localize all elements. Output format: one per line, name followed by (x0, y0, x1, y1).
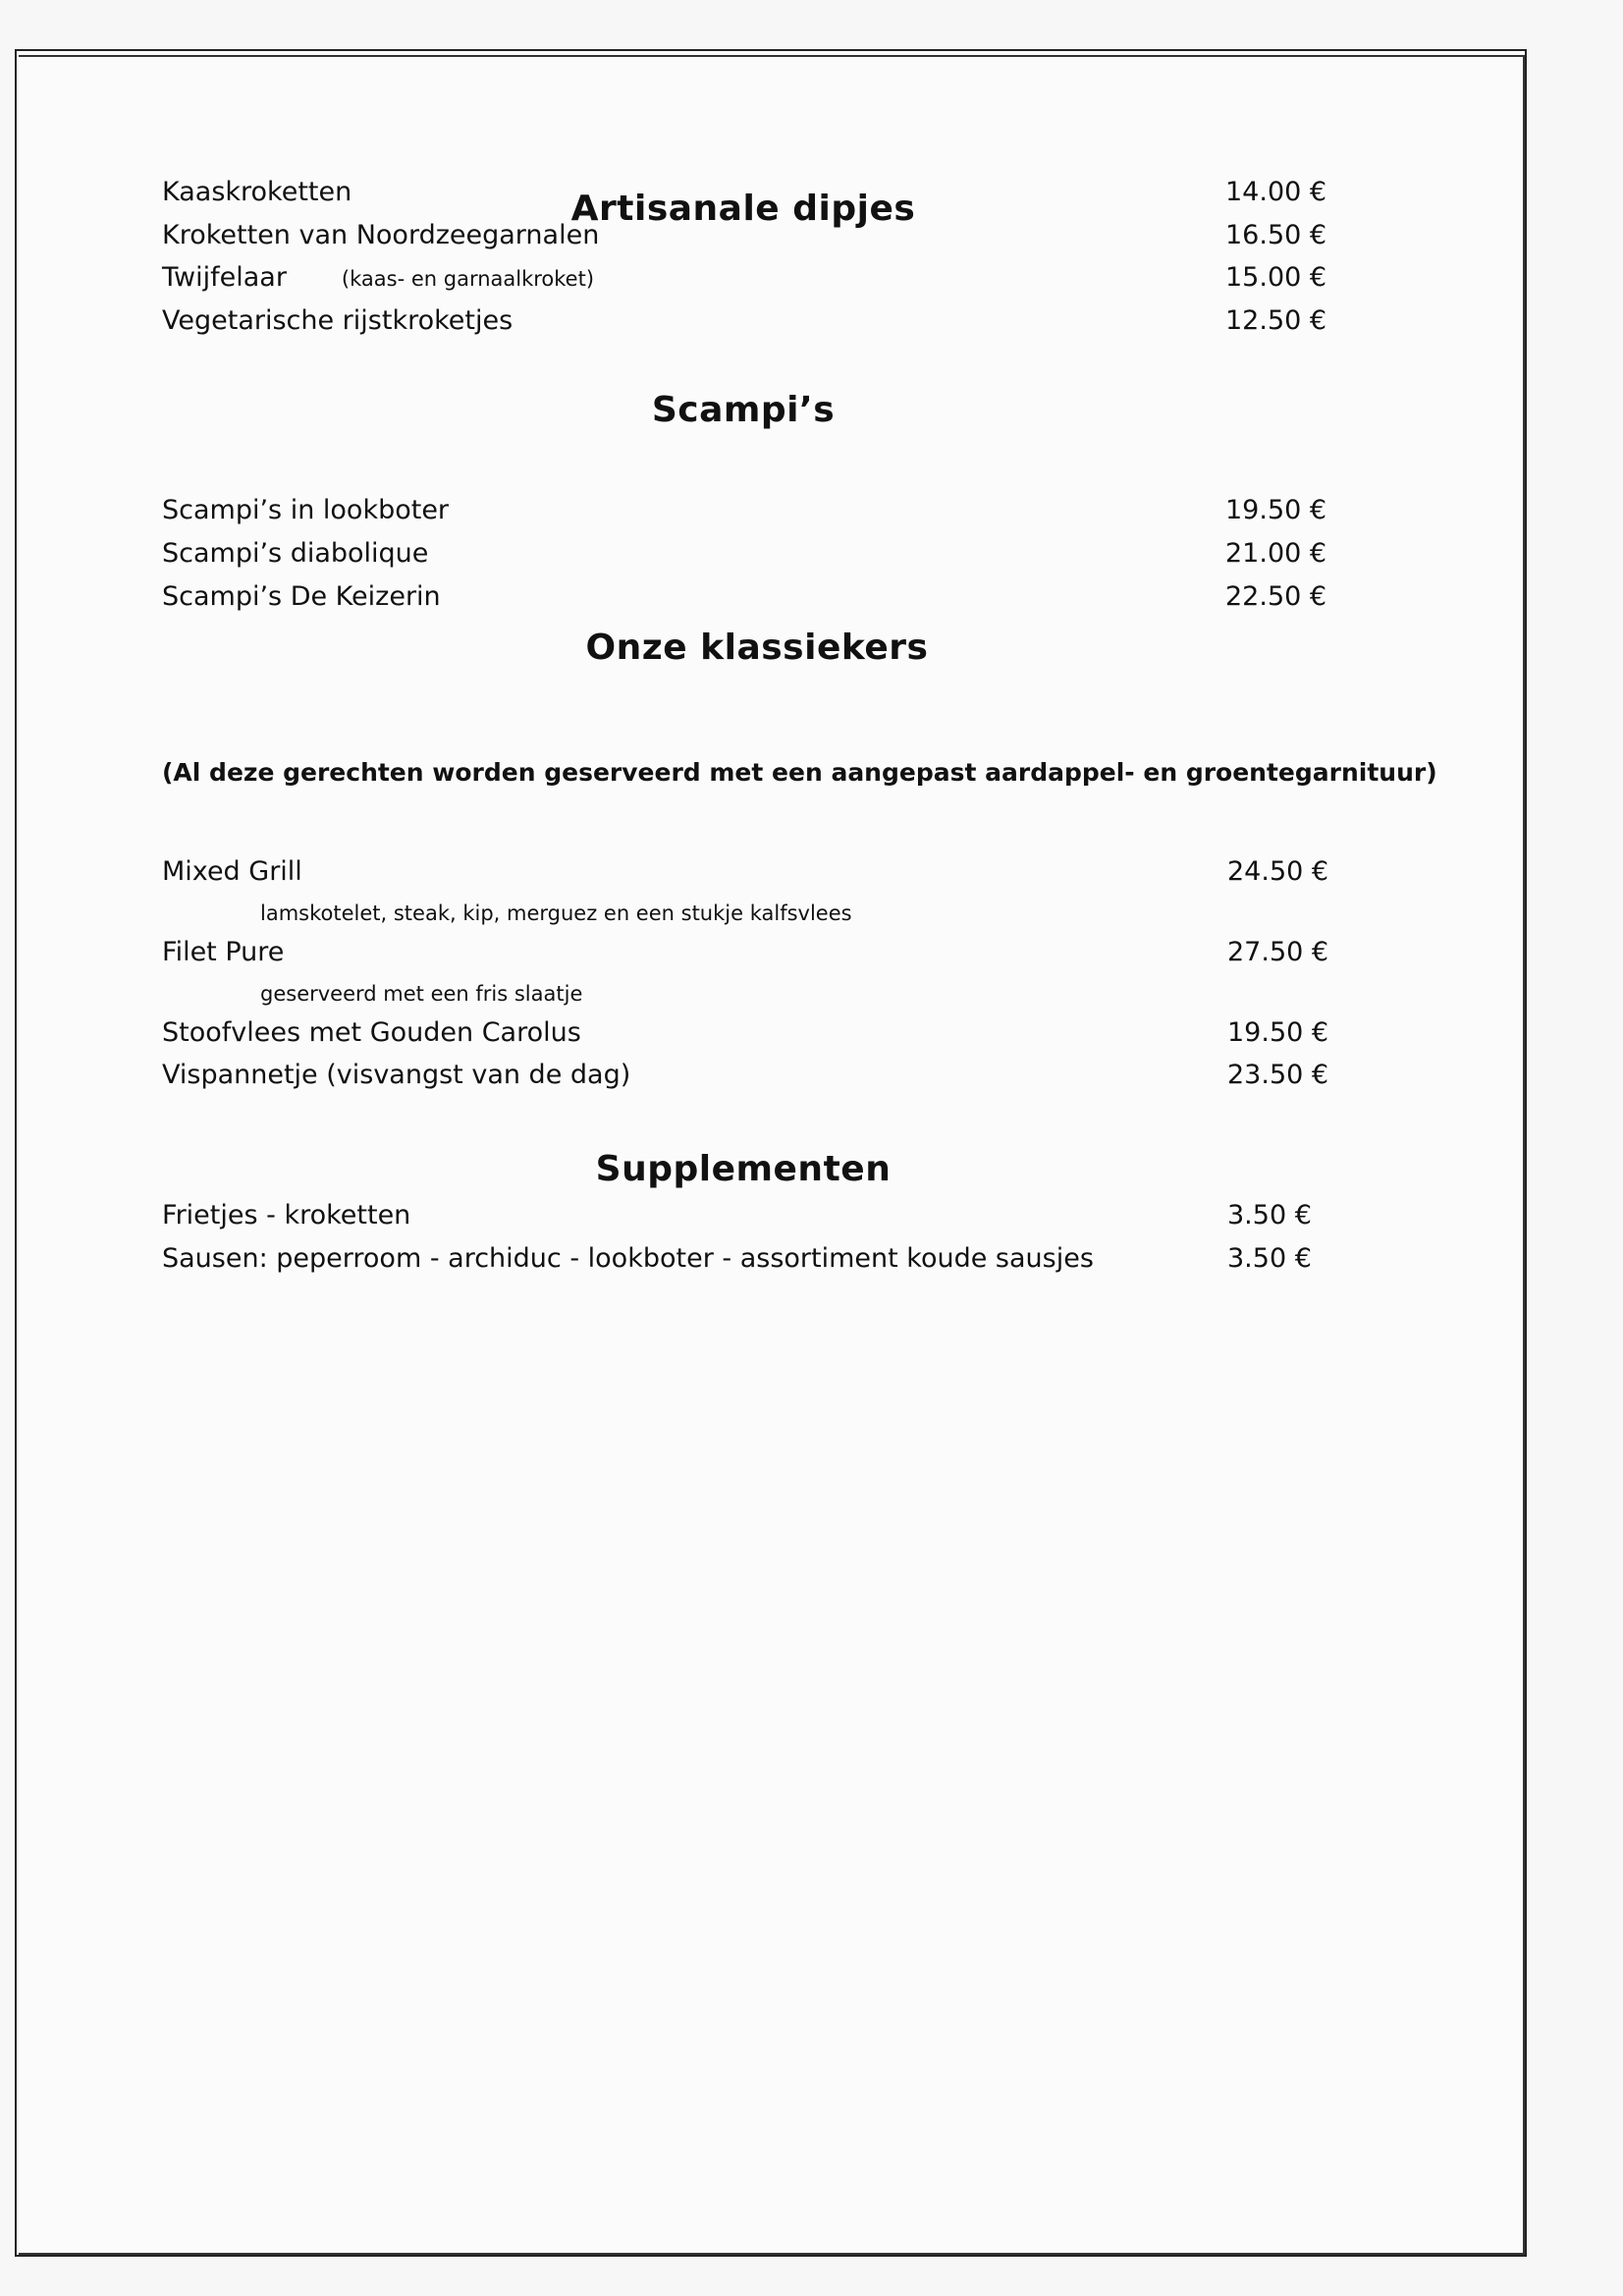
menu-item-name: Kroketten van Noordzeegarnalen (162, 220, 600, 250)
menu-item-price: 19.50 € (1225, 495, 1327, 525)
menu-item-row (162, 262, 594, 293)
menu-item-note: (kaas- en garnaalkroket) (341, 267, 595, 291)
section-title-artisanale-dipjes: Artisanale dipjes (570, 189, 916, 229)
menu-item-name: Vispannetje (visvangst van de dag) (162, 1060, 631, 1090)
menu-item-price: 12.50 € (1225, 305, 1327, 336)
menu-item-name: Twijfelaar (162, 262, 287, 293)
menu-item-name: Frietjes - kroketten (162, 1200, 411, 1230)
section-title-onze-klassiekers: Onze klassiekers (585, 628, 929, 668)
menu-item-name: Scampi’s diabolique (162, 538, 429, 569)
menu-item-price: 27.50 € (1227, 937, 1329, 967)
section-notice: (Al deze gerechten worden geserveerd met een aangepast aardappel- en groentegarnituur) (162, 758, 1437, 787)
menu-item-price: 14.00 € (1225, 177, 1327, 207)
menu-item-name: Filet Pure (162, 937, 285, 967)
section-title-scampis: Scampi’s (651, 390, 836, 430)
menu-item-price: 24.50 € (1227, 856, 1329, 887)
menu-item-price: 22.50 € (1225, 581, 1327, 612)
menu-item-name: Stoofvlees met Gouden Carolus (162, 1017, 581, 1048)
menu-page-frame (15, 49, 1527, 2257)
menu-item-name: Mixed Grill (162, 856, 302, 887)
menu-item-price: 23.50 € (1227, 1060, 1329, 1090)
menu-item-description: geserveerd met een fris slaatje (260, 982, 583, 1006)
menu-item-price: 15.00 € (1225, 262, 1327, 293)
menu-item-name: Sausen: peperroom - archiduc - lookboter - assortiment koude sausjes (162, 1243, 1094, 1274)
menu-item-name: Kaaskroketten (162, 177, 352, 207)
menu-item-name: Scampi’s in lookboter (162, 495, 450, 525)
menu-item-name: Vegetarische rijstkroketjes (162, 305, 514, 336)
menu-item-description: lamskotelet, steak, kip, merguez en een stukje kalfsvlees (260, 902, 852, 925)
section-title-supplementen: Supplementen (595, 1149, 892, 1189)
menu-item-price: 19.50 € (1227, 1017, 1329, 1048)
menu-item-name: Scampi’s De Keizerin (162, 581, 441, 612)
menu-item-price: 16.50 € (1225, 220, 1327, 250)
menu-item-price: 3.50 € (1227, 1200, 1312, 1230)
menu-item-price: 3.50 € (1227, 1243, 1312, 1274)
menu-item-price: 21.00 € (1225, 538, 1327, 569)
